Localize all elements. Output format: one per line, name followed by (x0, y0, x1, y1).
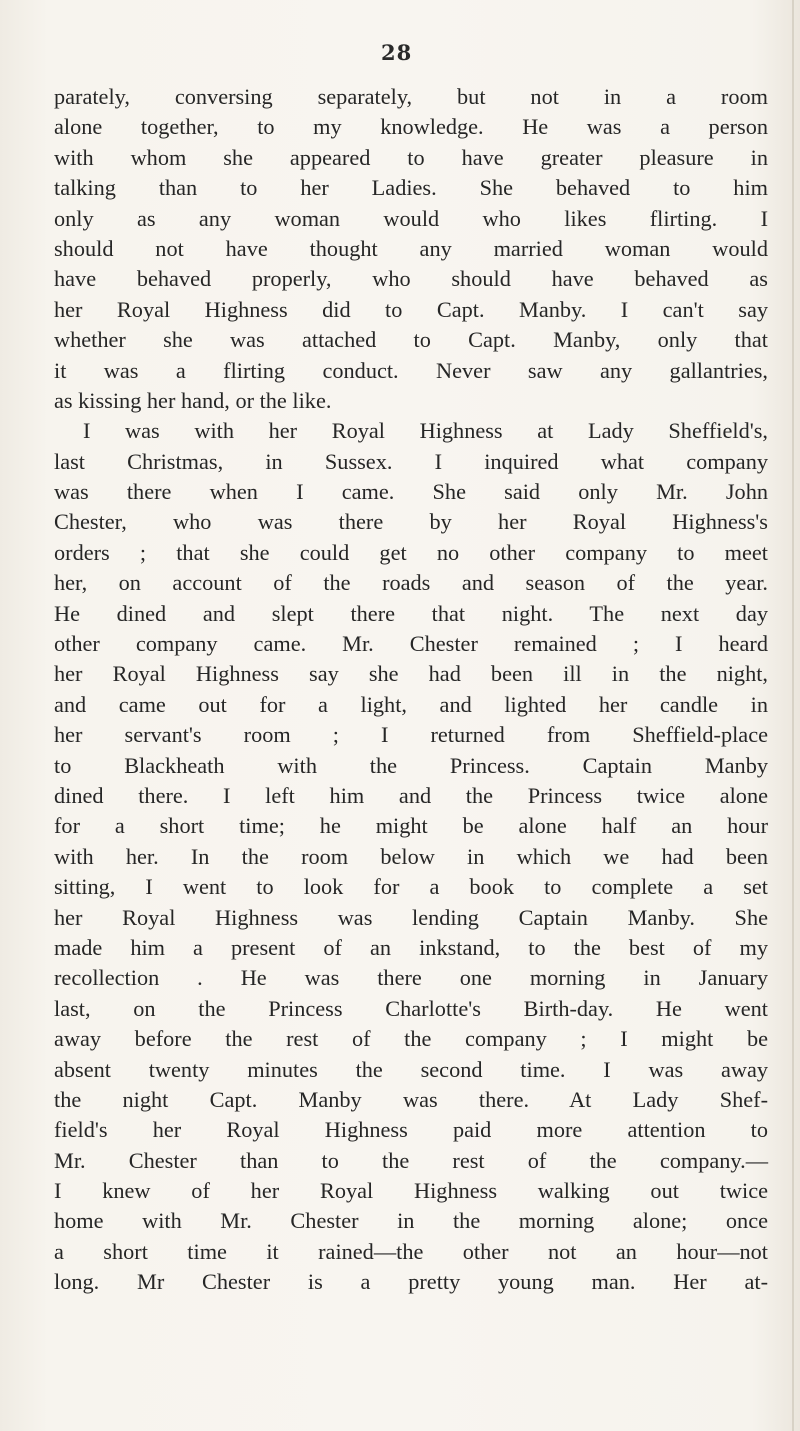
text-line: for a short time; he might be alone half an hour (54, 813, 768, 839)
text-line: a short time it rained—the other not an hour—not (54, 1238, 768, 1264)
text-line: her Royal Highness say she had been ill in the night, (54, 661, 768, 687)
text-line: last, on the Princess Charlotte's Birth-day. He went (54, 995, 768, 1021)
text-line: dined there. I left him and the Princess twice alone (54, 782, 768, 808)
text-line: home with Mr. Chester in the morning alone; once (54, 1208, 768, 1234)
text-line: Chester, who was there by her Royal Highness's (54, 509, 768, 535)
text-line: long. Mr Chester is a pretty young man. Her at- (54, 1269, 768, 1295)
text-line: her servant's room ; I returned from Sheffield-place (54, 722, 768, 748)
text-line: I was with her Royal Highness at Lady Sheffield's, (83, 418, 768, 444)
text-line: away before the rest of the company ; I might be (54, 1026, 768, 1052)
text-line: with her. In the room below in which we had been (54, 843, 768, 869)
text-line: Mr. Chester than to the rest of the company.— (54, 1147, 768, 1173)
text-line: other company came. Mr. Chester remained ; I heard (54, 631, 768, 657)
text-line: and came out for a light, and lighted her candle in (54, 691, 768, 717)
text-line: only as any woman would who likes flirting. I (54, 205, 768, 231)
text-line: her Royal Highness was lending Captain Manby. She (54, 904, 768, 930)
text-line: it was a flirting conduct. Never saw any gallantries, (54, 357, 768, 383)
text-line: should not have thought any married woman would (54, 235, 768, 261)
text-line: her Royal Highness did to Capt. Manby. I can't say (54, 296, 768, 322)
text-line: sitting, I went to look for a book to complete a set (54, 874, 768, 900)
body-text (54, 82, 768, 1298)
text-line: alone together, to my knowledge. He was a person (54, 114, 768, 140)
text-line: last Christmas, in Sussex. I inquired what company (54, 448, 768, 474)
text-line: orders ; that she could get no other company to meet (54, 539, 768, 565)
text-line: field's her Royal Highness paid more attention to (54, 1117, 768, 1143)
text-line: whether she was attached to Capt. Manby, only that (54, 327, 768, 353)
text-line: as kissing her hand, or the like. (54, 387, 332, 413)
text-line: talking than to her Ladies. She behaved to him (54, 175, 768, 201)
text-line: made him a present of an inkstand, to the best of my (54, 934, 768, 960)
text-line: have behaved properly, who should have behaved as (54, 266, 768, 292)
text-line: the night Capt. Manby was there. At Lady Shef- (54, 1086, 768, 1112)
text-line: He dined and slept there that night. The next day (54, 600, 768, 626)
text-line: with whom she appeared to have greater pleasure in (54, 144, 768, 170)
text-line: to Blackheath with the Princess. Captain Manby (54, 752, 768, 778)
text-line: I knew of her Royal Highness walking out twice (54, 1178, 768, 1204)
text-line: absent twenty minutes the second time. I was away (54, 1056, 768, 1082)
text-line: parately, conversing separately, but not in a room (54, 84, 768, 109)
page-edge (792, 0, 794, 1431)
text-line: recollection . He was there one morning in January (54, 965, 768, 991)
text-line: her, on account of the roads and season of the year. (54, 570, 768, 596)
text-line: was there when I came. She said only Mr. John (54, 479, 768, 505)
page-number: 28 (381, 40, 413, 65)
